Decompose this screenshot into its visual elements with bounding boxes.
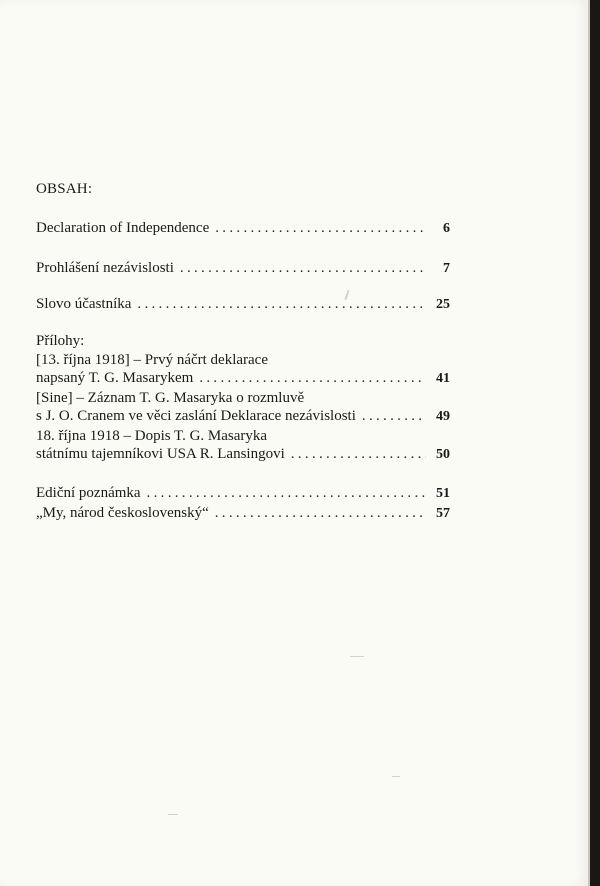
leader-dots — [147, 486, 426, 501]
leader-dots — [137, 297, 426, 312]
leader-dots — [215, 506, 426, 521]
appendix-item-line1: 18. října 1918 – Dopis T. G. Masaryka — [36, 428, 268, 444]
leader-dots — [215, 221, 426, 236]
toc-entry — [36, 486, 450, 501]
appendix-item-page: 49 — [436, 409, 450, 424]
toc-entry-page: 6 — [443, 221, 450, 236]
paper-speck — [392, 776, 400, 777]
appendix-item-line2: s J. O. Cranem ve věci zaslání Deklarace nezávislosti — [36, 408, 356, 424]
toc-entry-page: 51 — [436, 486, 450, 501]
toc-entry-page: 25 — [436, 297, 450, 312]
toc-entry-title: Ediční poznámka — [36, 485, 141, 501]
leader-dots — [362, 409, 426, 424]
toc-entry — [36, 506, 450, 521]
appendix-section — [36, 334, 450, 467]
toc-entry-title: Slovo účastníka — [36, 296, 132, 312]
appendix-item-page: 41 — [436, 371, 450, 386]
toc-entry-title: Prohlášení nezávislosti — [36, 260, 174, 276]
appendix-item-line1: [13. října 1918] – Prvý náčrt deklarace — [36, 352, 268, 368]
paper-speck — [168, 814, 178, 815]
toc-entry-page: 57 — [436, 506, 450, 521]
toc-entry — [36, 261, 450, 276]
toc-entry-title: Declaration of Independence — [36, 220, 210, 236]
leader-dots — [199, 371, 426, 386]
appendix-item-line1: [Sine] – Záznam T. G. Masaryka o rozmluvě — [36, 390, 305, 406]
appendix-item-line2: napsaný T. G. Masarykem — [36, 370, 194, 386]
appendix-item-line2: státnímu tajemníkovi USA R. Lansingovi — [36, 446, 285, 462]
appendix-label: Přílohy: — [36, 333, 85, 349]
toc-entry — [36, 297, 450, 312]
toc-entry — [36, 221, 450, 236]
leader-dots — [291, 447, 426, 462]
toc-heading: OBSAH: — [36, 181, 93, 197]
paper-speck — [350, 656, 364, 657]
toc-entry-title: „My, národ československý“ — [36, 505, 209, 521]
leader-dots — [180, 261, 426, 276]
toc-entry-page: 7 — [443, 261, 450, 276]
appendix-item-page: 50 — [436, 447, 450, 462]
